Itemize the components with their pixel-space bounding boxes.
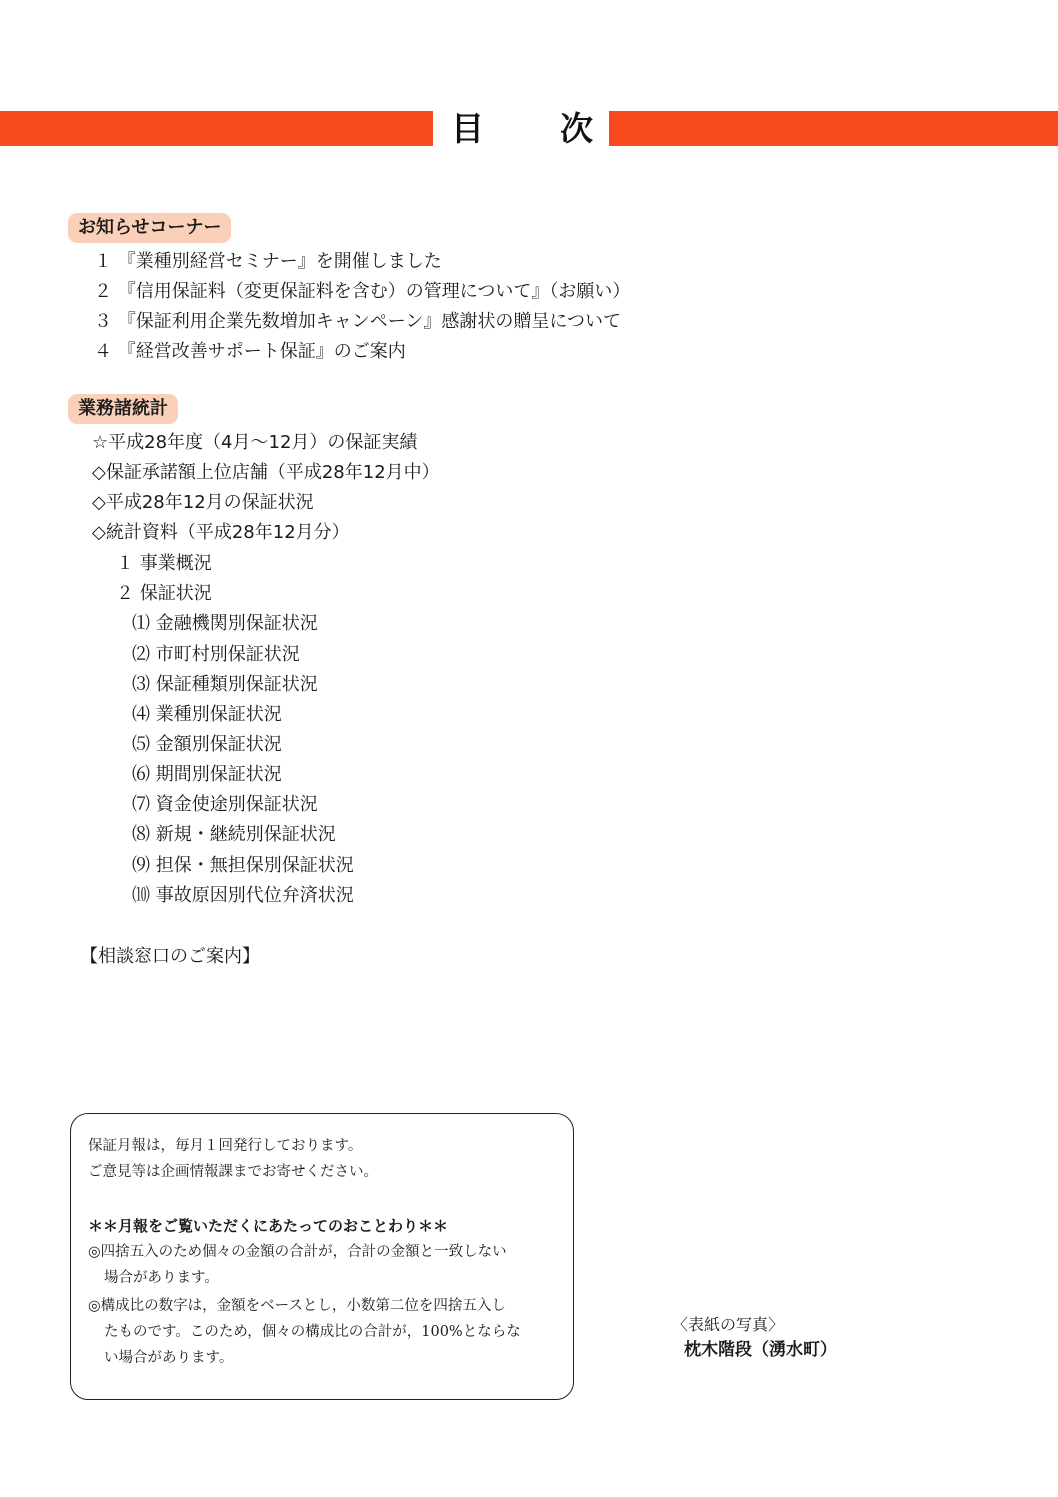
news-heading: お知らせコーナー — [68, 213, 231, 243]
news-item: ４ 『経営改善サポート保証』のご案内 — [94, 341, 406, 362]
cover-photo-caption: 枕木階段（湧水町） — [684, 1340, 837, 1360]
notice-line: 保証月報は，毎月１回発行しております。 — [88, 1138, 363, 1154]
news-item: ２ 『信用保証料（変更保証料を含む）の管理について』（お願い） — [94, 281, 631, 302]
notice-box — [70, 1113, 574, 1400]
notice-line: ◎四捨五入のため個々の金額の合計が，合計の金額と一致しない — [88, 1244, 507, 1260]
stats-sub-sub-item: ⑹ 期間別保証状況 — [132, 764, 282, 785]
stats-sub-item: １ 事業概況 — [116, 553, 212, 574]
stats-sub-sub-item: ⑵ 市町村別保証状況 — [132, 644, 300, 665]
stats-sub-sub-item: ⑶ 保証種類別保証状況 — [132, 674, 318, 695]
news-item: １ 『業種別経営セミナー』を開催しました — [94, 251, 442, 272]
title-right: 次 — [560, 108, 593, 148]
stats-sub-item: ２ 保証状況 — [116, 583, 212, 604]
notice-line: たものです。このため，個々の構成比の合計が，100%とならな — [104, 1324, 521, 1340]
stats-sub-sub-item: ⑽ 事故原因別代位弁済状況 — [132, 885, 354, 906]
notice-line: い場合があります。 — [104, 1350, 234, 1366]
stats-sub-sub-item: ⑴ 金融機関別保証状況 — [132, 613, 318, 634]
notice-line: ◎構成比の数字は，金額をベースとし，小数第二位を四捨五入し — [88, 1298, 506, 1314]
stats-item: ☆平成28年度（4月〜12月）の保証実績 — [92, 432, 418, 453]
consultation-heading: 【相談窓口のご案内】 — [80, 946, 260, 967]
news-item: ３ 『保証利用企業先数増加キャンペーン』感謝状の贈呈について — [94, 311, 621, 332]
stats-sub-sub-item: ⑷ 業種別保証状況 — [132, 704, 282, 725]
page-title — [433, 106, 609, 150]
stats-heading: 業務諸統計 — [68, 394, 178, 424]
stats-item: ◇保証承諾額上位店舗（平成28年12月中） — [92, 462, 440, 483]
stats-sub-sub-item: ⑺ 資金使途別保証状況 — [132, 794, 318, 815]
title-left: 目 — [451, 108, 484, 148]
stats-sub-sub-item: ⑼ 担保・無担保別保証状況 — [132, 855, 354, 876]
caution-title: ＊＊月報をご覧いただくにあたってのおことわり＊＊ — [88, 1217, 449, 1235]
cover-photo-label: 〈表紙の写真〉 — [672, 1315, 785, 1334]
stats-item: ◇平成28年12月の保証状況 — [92, 492, 314, 513]
stats-sub-sub-item: ⑻ 新規・継続別保証状況 — [132, 824, 336, 845]
stats-sub-sub-item: ⑸ 金額別保証状況 — [132, 734, 282, 755]
notice-line: 場合があります。 — [104, 1270, 219, 1286]
stats-item: ◇統計資料（平成28年12月分） — [92, 522, 350, 543]
notice-line: ご意見等は企画情報課までお寄せください。 — [88, 1164, 378, 1180]
